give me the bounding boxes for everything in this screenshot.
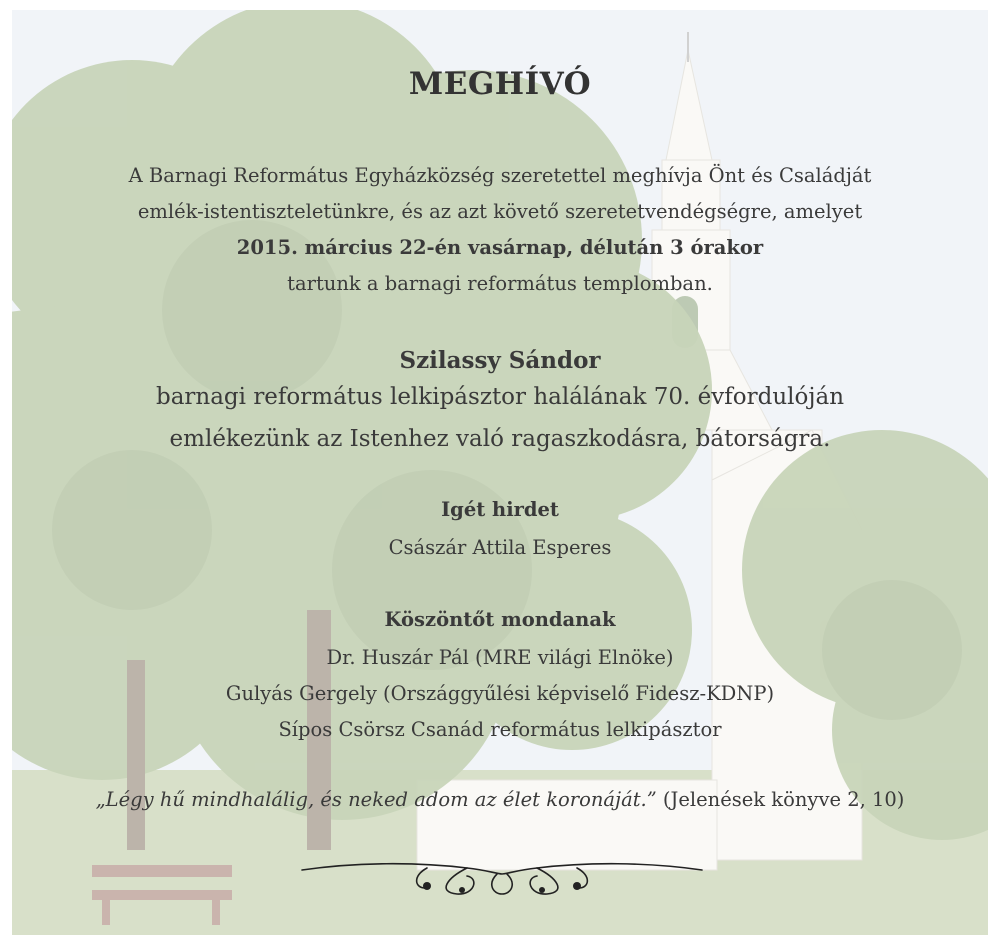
intro-line-4: tartunk a barnagi református templomban. xyxy=(287,272,713,295)
preacher-heading: Igét hirdet xyxy=(441,498,559,521)
honoree-line-2: emlékezünk az Istenhez való ragaszkodásra, bátorságra. xyxy=(169,426,831,452)
greeter-1: Dr. Huszár Pál (MRE világi Elnöke) xyxy=(326,646,674,669)
intro-line-2: emlék-istentiszteletünkre, és az azt követő szeretetvendégségre, amelyet xyxy=(137,200,863,223)
scroll-ornament-icon xyxy=(297,848,707,898)
greeter-2: Gulyás Gergely (Országgyűlési képviselő Fidesz-KDNP) xyxy=(225,682,775,705)
invitation-title: MEGHÍVÓ xyxy=(408,66,592,102)
preacher-name: Császár Attila Esperes xyxy=(388,536,612,559)
greeters-heading: Köszöntőt mondanak xyxy=(384,608,616,631)
bible-quote xyxy=(12,788,988,811)
event-date-time: 2015. március 22-én vasárnap, délután 3 órakor xyxy=(236,236,764,259)
honoree-name: Szilassy Sándor xyxy=(399,347,601,374)
intro-line-1: A Barnagi Református Egyházközség szeretettel meghívja Önt és Családját xyxy=(128,164,872,187)
quote-text: „Légy hű mindhalálig, és neked adom az élet koronáját.” xyxy=(95,788,657,811)
honoree-line-1: barnagi református lelkipásztor halálának 70. évfordulóján xyxy=(155,384,845,410)
quote-reference: (Jelenések könyve 2, 10) xyxy=(662,788,905,811)
invitation-card xyxy=(12,10,988,935)
greeter-3: Sípos Csörsz Csanád református lelkipásztor xyxy=(278,718,722,741)
